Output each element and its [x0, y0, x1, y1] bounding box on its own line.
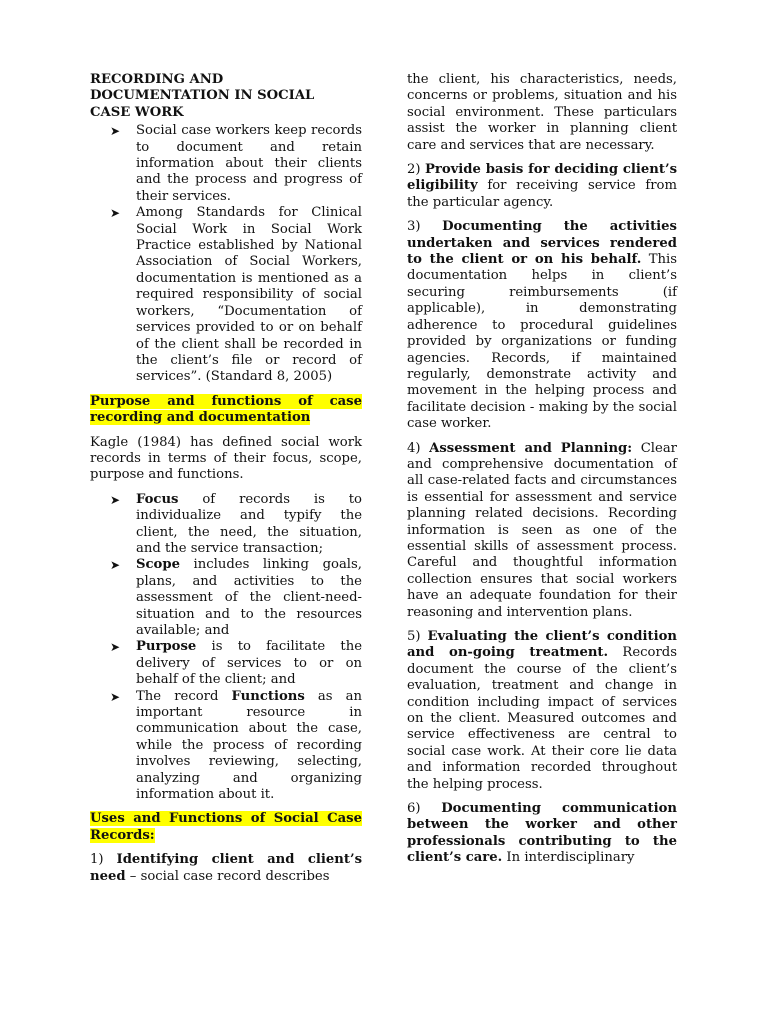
left-column	[90, 72, 362, 893]
arrow-bullet-icon: ➤	[110, 492, 121, 507]
bullet-text: is to facilitate the delivery of services to or on behalf of the client; and	[136, 639, 362, 688]
bullet-text: Social case workers keep records to document and retain information about their clients and the process and progress of their services.	[136, 123, 362, 204]
section-heading-uses	[90, 811, 362, 844]
item-text: Records document the course of the client’s evaluation, treatment and change in condition including impact of services on the client. Measured outcomes and service effectiveness are central to social case work. At their core lie data and information recorded throughout the helping process.	[407, 645, 677, 792]
bullet-text: as an important resource in communication about the case, while the process of recording involves reviewing, selecting, analyzing and organizing information about it.	[136, 688, 362, 803]
bullet-text: of records is to individualize and typify the client, the need, the situation, and the service transaction;	[136, 491, 362, 556]
item-number: 4)	[407, 440, 430, 456]
item-number: 2)	[407, 162, 425, 178]
numbered-item-1	[90, 852, 362, 885]
bullet-keyword: Purpose	[136, 639, 197, 655]
numbered-item-6	[407, 801, 677, 867]
item-heading: Evaluating the client’s condition and on-going treatment.	[407, 629, 678, 661]
list-item	[90, 557, 362, 639]
numbered-item-5	[407, 629, 677, 793]
item-number: 6)	[407, 801, 442, 817]
item-text: Clear and comprehensive documentation of all case-related facts and circumstances is essential for assessment and service planning related decisions. Recording information is seen as one of the essential skills of assessment process. Careful and thoughtful information collection ensures that social workers have an adequate foundation for their reasoning and intervention plans.	[407, 440, 677, 620]
numbered-item-3	[407, 219, 677, 432]
item-heading: Documenting communication between the worker and other professionals contributing to the client’s care.	[407, 801, 677, 866]
bullet-keyword: Functions	[231, 688, 305, 704]
arrow-bullet-icon: ➤	[110, 558, 121, 573]
bullet-text-pre: The record	[136, 688, 232, 704]
bullet-keyword: Scope	[136, 557, 180, 573]
item-heading: Identifying client and client’s need	[90, 852, 362, 884]
arrow-bullet-icon: ➤	[110, 640, 121, 655]
section-heading-purpose	[90, 394, 362, 427]
kagle-paragraph: Kagle (1984) has defined social work records in terms of their focus, scope, purpose and functions.	[90, 434, 362, 483]
item-number: 5)	[407, 629, 428, 644]
list-item	[90, 639, 362, 688]
item-text: for receiving service from the particular agency.	[407, 178, 677, 210]
item-number: 3)	[407, 219, 443, 235]
bullet-text: Among Standards for Clinical Social Work in Social Work Practice established by National Association of Social Workers, documentation is mentioned as a required responsibility of social workers, “Documentation of services provided to or on behalf of the client shall be recorded in the client’s file or record of services”. (Standard 8, 2005)	[136, 205, 362, 385]
arrow-bullet-icon: ➤	[110, 689, 121, 704]
arrow-bullet-icon: ➤	[110, 124, 121, 139]
list-item	[90, 492, 362, 558]
document-title: RECORDING AND DOCUMENTATION IN SOCIAL CASE WORK	[90, 72, 315, 120]
numbered-item-4	[407, 441, 677, 621]
bullet-keyword: Focus	[136, 491, 179, 507]
numbered-item-2	[407, 162, 677, 211]
item-text: In interdisciplinary	[502, 850, 635, 866]
highlighted-heading-text: Purpose and functions of case recording and documentation	[90, 393, 362, 426]
item-heading: Assessment and Planning:	[429, 440, 633, 456]
item-text: This documentation helps in client’s securing reimbursements (if applicable), in demonstrating adherence to procedural guidelines provided by organizations or funding agencies. Records, if maintained regularly, demonstrate activity and movement in the helping process and facilitate decision - making by the social case worker.	[407, 252, 677, 432]
list-item	[90, 205, 362, 385]
item-heading: Provide basis for deciding client’s eligibility	[407, 162, 677, 194]
list-item	[90, 689, 362, 804]
list-item	[90, 123, 362, 205]
highlighted-heading-text: Uses and Functions of Social Case Records:	[90, 811, 362, 843]
intro-bullet-list	[90, 123, 362, 386]
functions-bullet-list	[90, 492, 362, 804]
arrow-bullet-icon: ➤	[110, 206, 121, 221]
item-text: – social case record describes	[125, 868, 330, 884]
numbered-item-1-continued: the client, his characteristics, needs, concerns or problems, situation and his social environment. These particulars assist the worker in planning client care and services that are necessary.	[407, 72, 677, 153]
item-heading: Documenting the activities undertaken and services rendered to the client or on his behalf.	[407, 219, 677, 268]
item-number: 1)	[90, 852, 117, 868]
right-column	[407, 72, 677, 875]
bullet-text: includes linking goals, plans, and activities to the assessment of the client-need-situation and to the resources available; and	[136, 557, 362, 638]
